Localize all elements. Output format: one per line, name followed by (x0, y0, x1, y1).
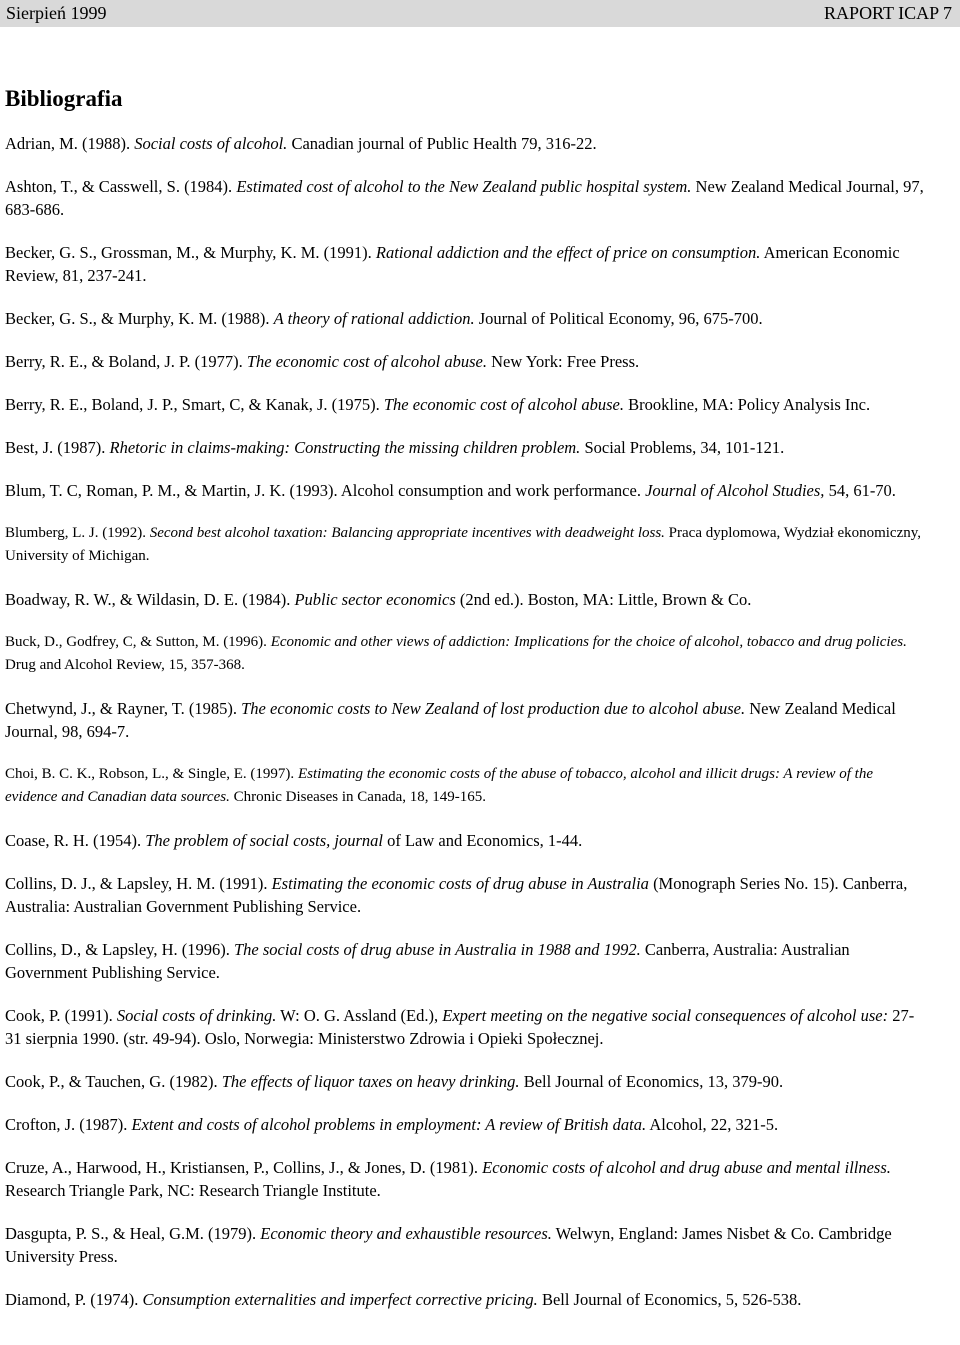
reference-title-text: The problem of social costs, journal (145, 831, 383, 850)
reference-text: Berry, R. E., & Boland, J. P. (1977). (5, 352, 247, 371)
reference-entry (5, 241, 925, 287)
reference-title-text: Journal of Alcohol Studies, (645, 481, 825, 500)
reference-text: Collins, D. J., & Lapsley, H. M. (1991). (5, 874, 272, 893)
reference-text: New Zealand Medical Journal, 97, 683-686. (5, 177, 924, 219)
reference-title-text: Expert meeting on the negative social consequences of alcohol use: (442, 1006, 889, 1025)
reference-text: Cruze, A., Harwood, H., Kristiansen, P., Collins, J., & Jones, D. (1981). (5, 1158, 483, 1177)
reference-title-text: A theory of rational addiction. (273, 309, 475, 328)
reference-entry (5, 588, 925, 611)
reference-entry (5, 763, 925, 809)
reference-title-text: Rational addiction and the effect of price on consumption. (375, 243, 761, 262)
reference-text: Adrian, M. (1988). (5, 134, 135, 153)
reference-title-text: Social costs of drinking. (116, 1006, 277, 1025)
reference-title-text: Economic and other views of addiction: Implications for the choice of alcohol, tobacco and drug policies. (270, 634, 907, 650)
reference-text: Blumberg, L. J. (1992). (5, 525, 150, 541)
running-header (0, 0, 960, 27)
reference-entry (5, 436, 925, 459)
reference-text: Diamond, P. (1974). (5, 1290, 143, 1309)
reference-text: Crofton, J. (1987). (5, 1115, 132, 1134)
reference-entry (5, 1222, 925, 1268)
reference-text: Canadian journal of Public Health 79, 316-22. (287, 134, 597, 153)
reference-entry (5, 522, 925, 568)
reference-entry (5, 829, 925, 852)
reference-list (5, 132, 925, 1331)
reference-title-text: Rhetoric in claims-making: Constructing the missing children problem. (109, 438, 581, 457)
reference-text: (2nd ed.). Boston, MA: Little, Brown & Co. (455, 590, 752, 609)
reference-title-text: The economic cost of alcohol abuse. (246, 352, 487, 371)
reference-text: Chetwynd, J., & Rayner, T. (1985). (5, 699, 242, 718)
reference-entry (5, 938, 925, 984)
reference-entry (5, 132, 925, 155)
reference-title-text: Extent and costs of alcohol problems in employment: A review of British data. (131, 1115, 647, 1134)
reference-entry (5, 175, 925, 221)
reference-text: Cook, P. (1991). (5, 1006, 117, 1025)
reference-title-text: Social costs of alcohol. (134, 134, 288, 153)
reference-text: Cook, P., & Tauchen, G. (1982). (5, 1072, 222, 1091)
reference-entry (5, 1113, 925, 1136)
reference-text: Best, J. (1987). (5, 438, 110, 457)
reference-title-text: The effects of liquor taxes on heavy drinking. (221, 1072, 520, 1091)
reference-text: Praca dyplomowa, Wydział ekonomiczny, University of Michigan. (5, 525, 922, 564)
reference-title-text: Estimated cost of alcohol to the New Zealand public hospital system. (236, 177, 692, 196)
reference-text: Drug and Alcohol Review, 15, 357-368. (5, 657, 245, 673)
reference-text: Chronic Diseases in Canada, 18, 149-165. (229, 789, 487, 805)
reference-text: Boadway, R. W., & Wildasin, D. E. (1984). (5, 590, 295, 609)
reference-text: Canberra, Australia: Australian Government Publishing Service. (5, 940, 850, 982)
reference-text: Journal of Political Economy, 96, 675-700. (474, 309, 763, 328)
reference-title-text: Economic theory and exhaustible resources. (260, 1224, 552, 1243)
reference-entry (5, 393, 925, 416)
reference-title-text: The economic cost of alcohol abuse. (383, 395, 624, 414)
reference-text: New York: Free Press. (486, 352, 640, 371)
reference-text: Berry, R. E., Boland, J. P., Smart, C, & Kanak, J. (1975). (5, 395, 384, 414)
reference-text: W: O. G. Assland (Ed.), (276, 1006, 443, 1025)
reference-text: (Monograph Series No. 15). Canberra, Australia: Australian Government Publishing Service. (5, 874, 908, 916)
reference-entry (5, 350, 925, 373)
reference-title-text: Estimating the economic costs of the abuse of tobacco, alcohol and illicit drugs: A review of the evidence and Canadian data sources. (5, 766, 873, 805)
reference-text: of Law and Economics, 1-44. (382, 831, 583, 850)
reference-text: Blum, T. C, Roman, P. M., & Martin, J. K. (1993). Alcohol consumption and work performance. (5, 481, 646, 500)
reference-title-text: Economic costs of alcohol and drug abuse and mental illness. (482, 1158, 891, 1177)
reference-text: New Zealand Medical Journal, 98, 694-7. (5, 699, 896, 741)
reference-title-text: The social costs of drug abuse in Australia in 1988 and 1992. (234, 940, 641, 959)
reference-text: Becker, G. S., & Murphy, K. M. (1988). (5, 309, 274, 328)
reference-entry (5, 1070, 925, 1093)
reference-title-text: Public sector economics (294, 590, 456, 609)
reference-entry (5, 631, 925, 677)
reference-text: Dasgupta, P. S., & Heal, G.M. (1979). (5, 1224, 261, 1243)
reference-text: 27-31 sierpnia 1990. (str. 49-94). Oslo, Norwegia: Ministerstwo Zdrowia i Opieki Społecznej. (5, 1006, 915, 1048)
reference-text: Research Triangle Park, NC: Research Triangle Institute. (5, 1181, 381, 1200)
reference-text: Bell Journal of Economics, 13, 379-90. (519, 1072, 784, 1091)
reference-text: Becker, G. S., Grossman, M., & Murphy, K. M. (1991). (5, 243, 376, 262)
reference-entry (5, 1156, 925, 1202)
reference-text: American Economic Review, 81, 237-241. (5, 243, 900, 285)
reference-title-text: The economic costs to New Zealand of lost production due to alcohol abuse. (241, 699, 746, 718)
reference-title-text: Estimating the economic costs of drug abuse in Australia (271, 874, 649, 893)
reference-text: 54, 61-70. (824, 481, 896, 500)
reference-entry (5, 479, 925, 502)
reference-entry (5, 697, 925, 743)
reference-entry (5, 872, 925, 918)
reference-entry (5, 1288, 925, 1311)
section-title: Bibliografia (5, 86, 123, 111)
reference-text: Choi, B. C. K., Robson, L., & Single, E. (1997). (5, 766, 298, 782)
reference-text: Welwyn, England: James Nisbet & Co. Cambridge University Press. (5, 1224, 892, 1266)
reference-text: Coase, R. H. (1954). (5, 831, 146, 850)
reference-text: Social Problems, 34, 101-121. (580, 438, 785, 457)
reference-title-text: Consumption externalities and imperfect corrective pricing. (142, 1290, 538, 1309)
reference-text: Bell Journal of Economics, 5, 526-538. (537, 1290, 802, 1309)
reference-text: Brookline, MA: Policy Analysis Inc. (624, 395, 871, 414)
reference-entry (5, 307, 925, 330)
reference-text: Alcohol, 22, 321-5. (646, 1115, 779, 1134)
reference-entry (5, 1004, 925, 1050)
reference-text: Buck, D., Godfrey, C, & Sutton, M. (1996). (5, 634, 271, 650)
reference-text: Collins, D., & Lapsley, H. (1996). (5, 940, 234, 959)
reference-text: Ashton, T., & Casswell, S. (1984). (5, 177, 237, 196)
reference-title-text: Second best alcohol taxation: Balancing appropriate incentives with deadweight loss. (149, 525, 665, 541)
header-date: Sierpień 1999 (6, 3, 107, 23)
header-report-title: RAPORT ICAP 7 (824, 3, 952, 23)
